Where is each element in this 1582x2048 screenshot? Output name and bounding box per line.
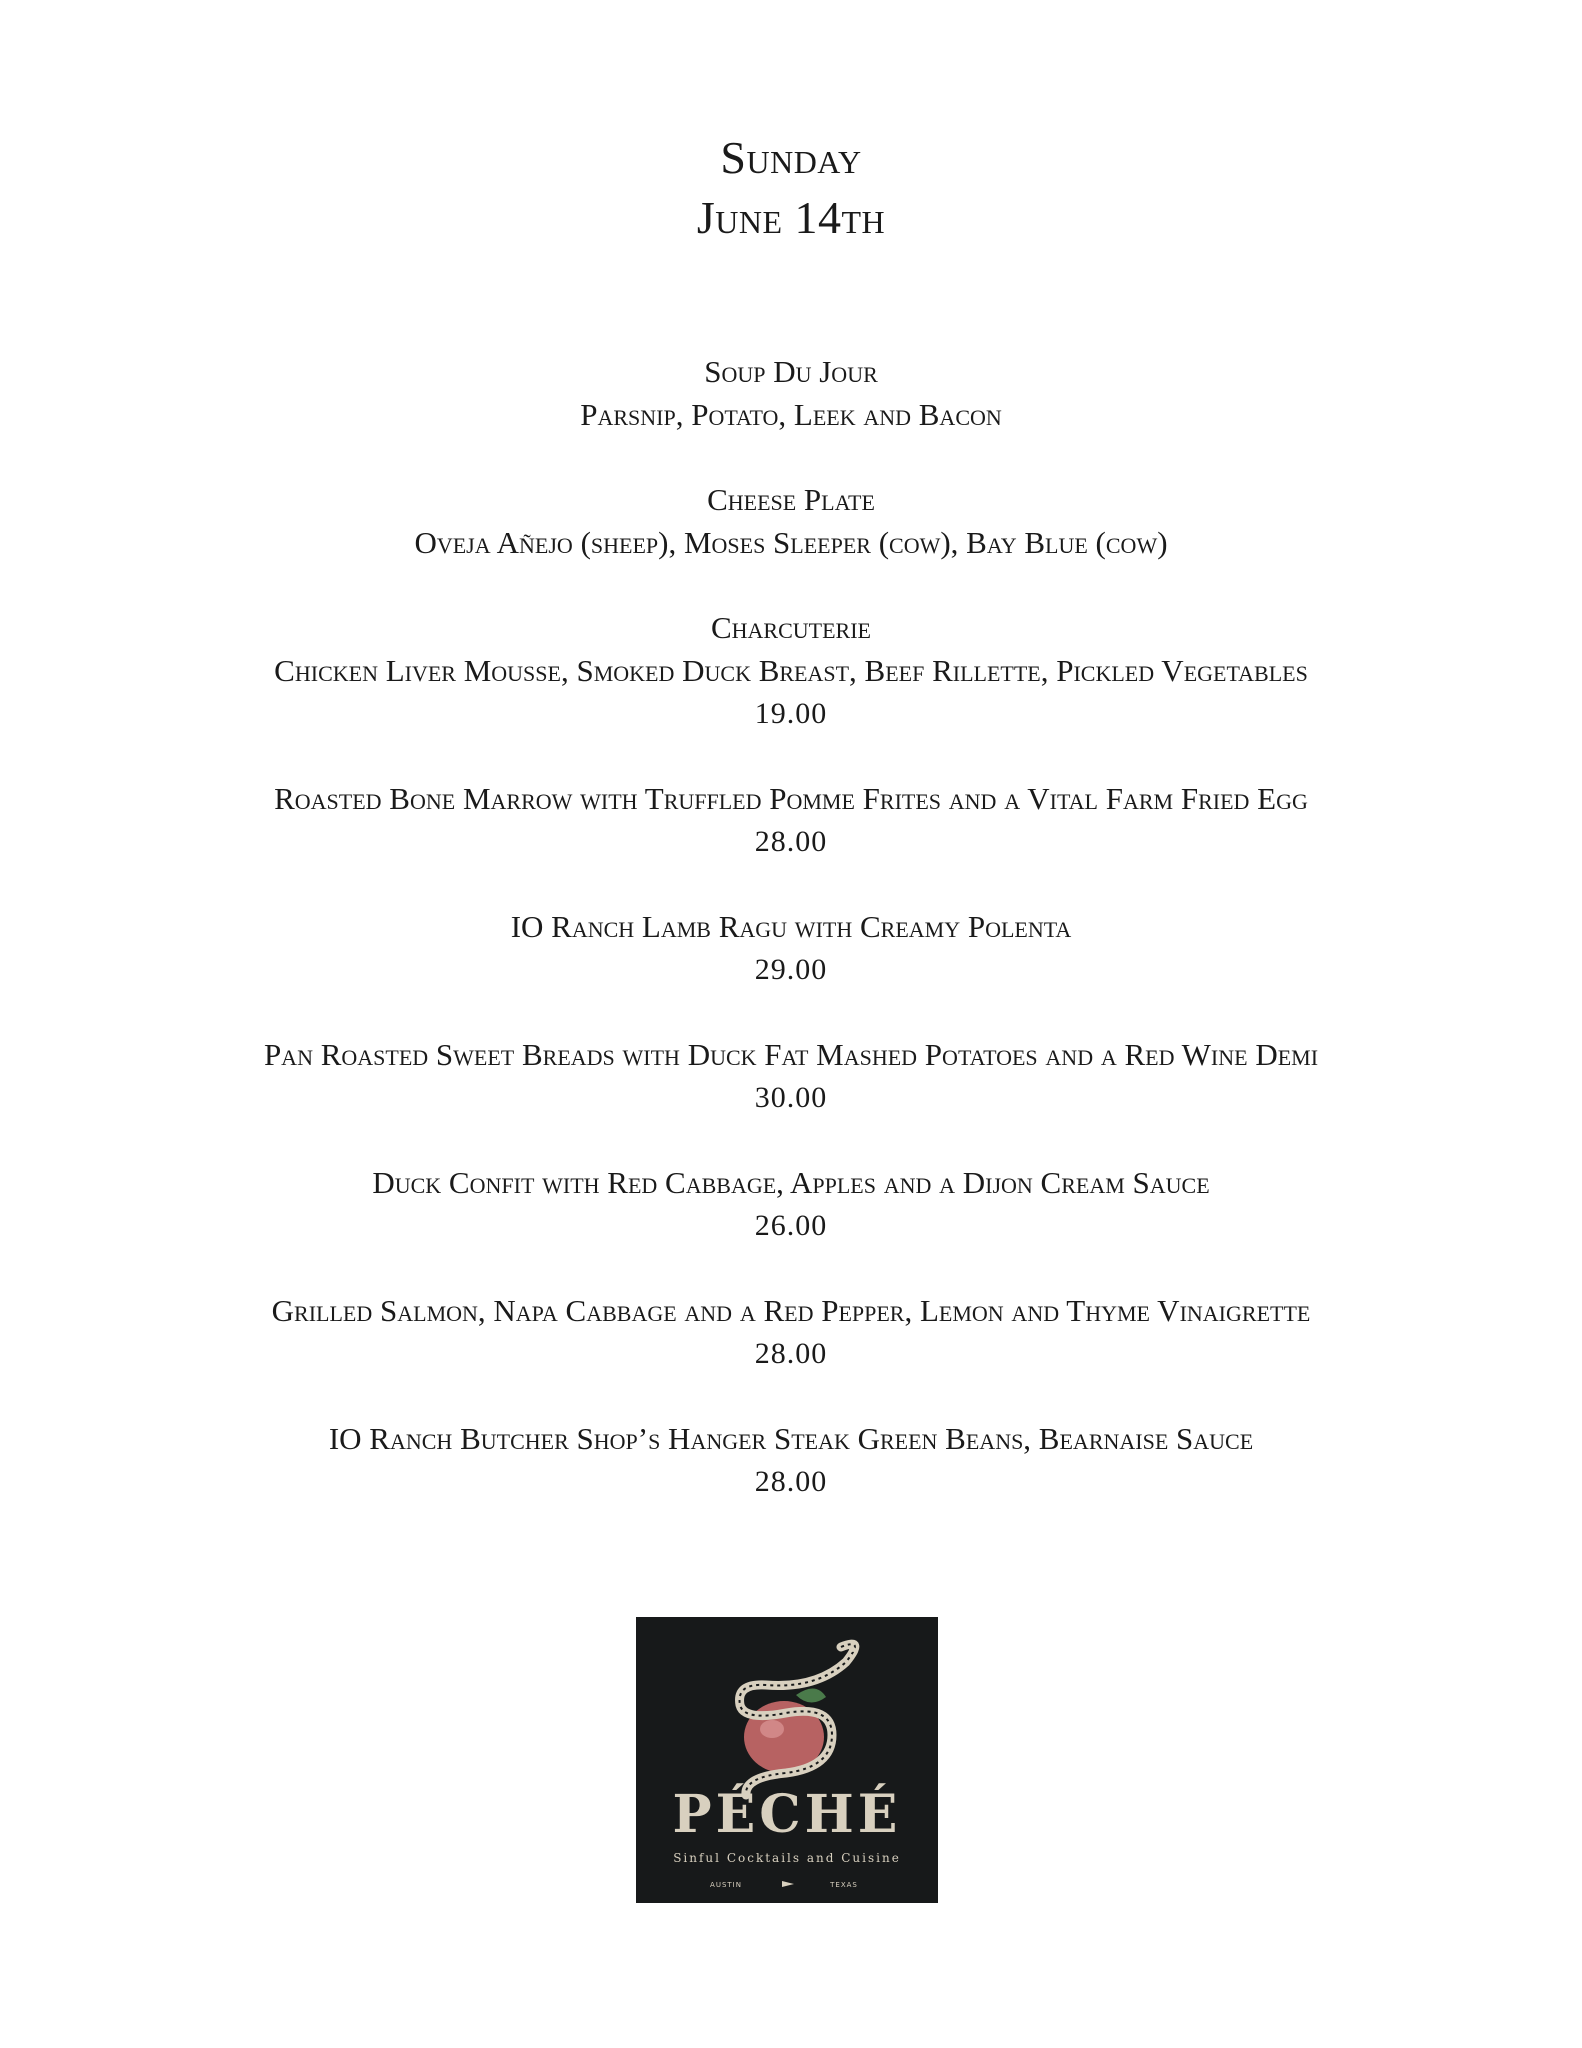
- menu-list: [0, 350, 1582, 1545]
- logo-name: PÉCHÉ: [672, 1784, 902, 1845]
- menu-item-description: Parsnip, Potato, Leek and Bacon: [580, 397, 1002, 432]
- menu-date: June 14th: [696, 192, 886, 243]
- menu-item-soup: [0, 350, 1582, 436]
- menu-item-grilled-salmon: [0, 1289, 1582, 1375]
- menu-item-hanger-steak: [0, 1417, 1582, 1503]
- menu-item-lamb-ragu: [0, 905, 1582, 991]
- menu-day: Sunday: [720, 132, 862, 183]
- menu-item-price: 28.00: [754, 1465, 828, 1498]
- menu-item-title: Soup Du Jour: [704, 354, 878, 389]
- menu-item-charcuterie: [0, 606, 1582, 735]
- menu-item-price: 28.00: [754, 825, 828, 858]
- texas-icon: [782, 1881, 794, 1887]
- snake-apple-icon: [636, 1617, 938, 1903]
- menu-item-price: 30.00: [754, 1081, 828, 1114]
- menu-item-title: Charcuterie: [710, 610, 871, 645]
- menu-item-duck-confit: [0, 1161, 1582, 1247]
- menu-item-bone-marrow: [0, 777, 1582, 863]
- menu-item-title: IO Ranch Lamb Ragu with Creamy Polenta: [510, 909, 1072, 944]
- menu-item-price: 26.00: [754, 1209, 828, 1242]
- menu-item-description: Chicken Liver Mousse, Smoked Duck Breast, Beef Rillette, Pickled Vegetables: [274, 653, 1308, 688]
- logo-state: TEXAS: [830, 1881, 858, 1889]
- peche-logo: [636, 1617, 938, 1903]
- menu-item-title: Duck Confit with Red Cabbage, Apples and a Dijon Cream Sauce: [372, 1165, 1210, 1200]
- menu-item-sweet-breads: [0, 1033, 1582, 1119]
- menu-item-title: Pan Roasted Sweet Breads with Duck Fat Mashed Potatoes and a Red Wine Demi: [263, 1037, 1319, 1072]
- menu-item-title: IO Ranch Butcher Shop’s Hanger Steak Green Beans, Bearnaise Sauce: [328, 1421, 1254, 1456]
- menu-item-title: Roasted Bone Marrow with Truffled Pomme Frites and a Vital Farm Fried Egg: [274, 781, 1308, 816]
- menu-item-cheese-plate: [0, 478, 1582, 564]
- menu-item-price: 28.00: [754, 1337, 828, 1370]
- menu-item-description: Oveja Añejo (sheep), Moses Sleeper (cow), Bay Blue (cow): [414, 525, 1168, 560]
- logo-city: AUSTIN: [710, 1881, 742, 1889]
- menu-header: [0, 128, 1582, 248]
- menu-item-title: Cheese Plate: [707, 482, 875, 517]
- menu-item-title: Grilled Salmon, Napa Cabbage and a Red Pepper, Lemon and Thyme Vinaigrette: [271, 1293, 1311, 1328]
- logo-tagline: Sinful Cocktails and Cuisine: [673, 1851, 901, 1865]
- menu-item-price: 29.00: [754, 953, 828, 986]
- menu-item-price: 19.00: [754, 697, 828, 730]
